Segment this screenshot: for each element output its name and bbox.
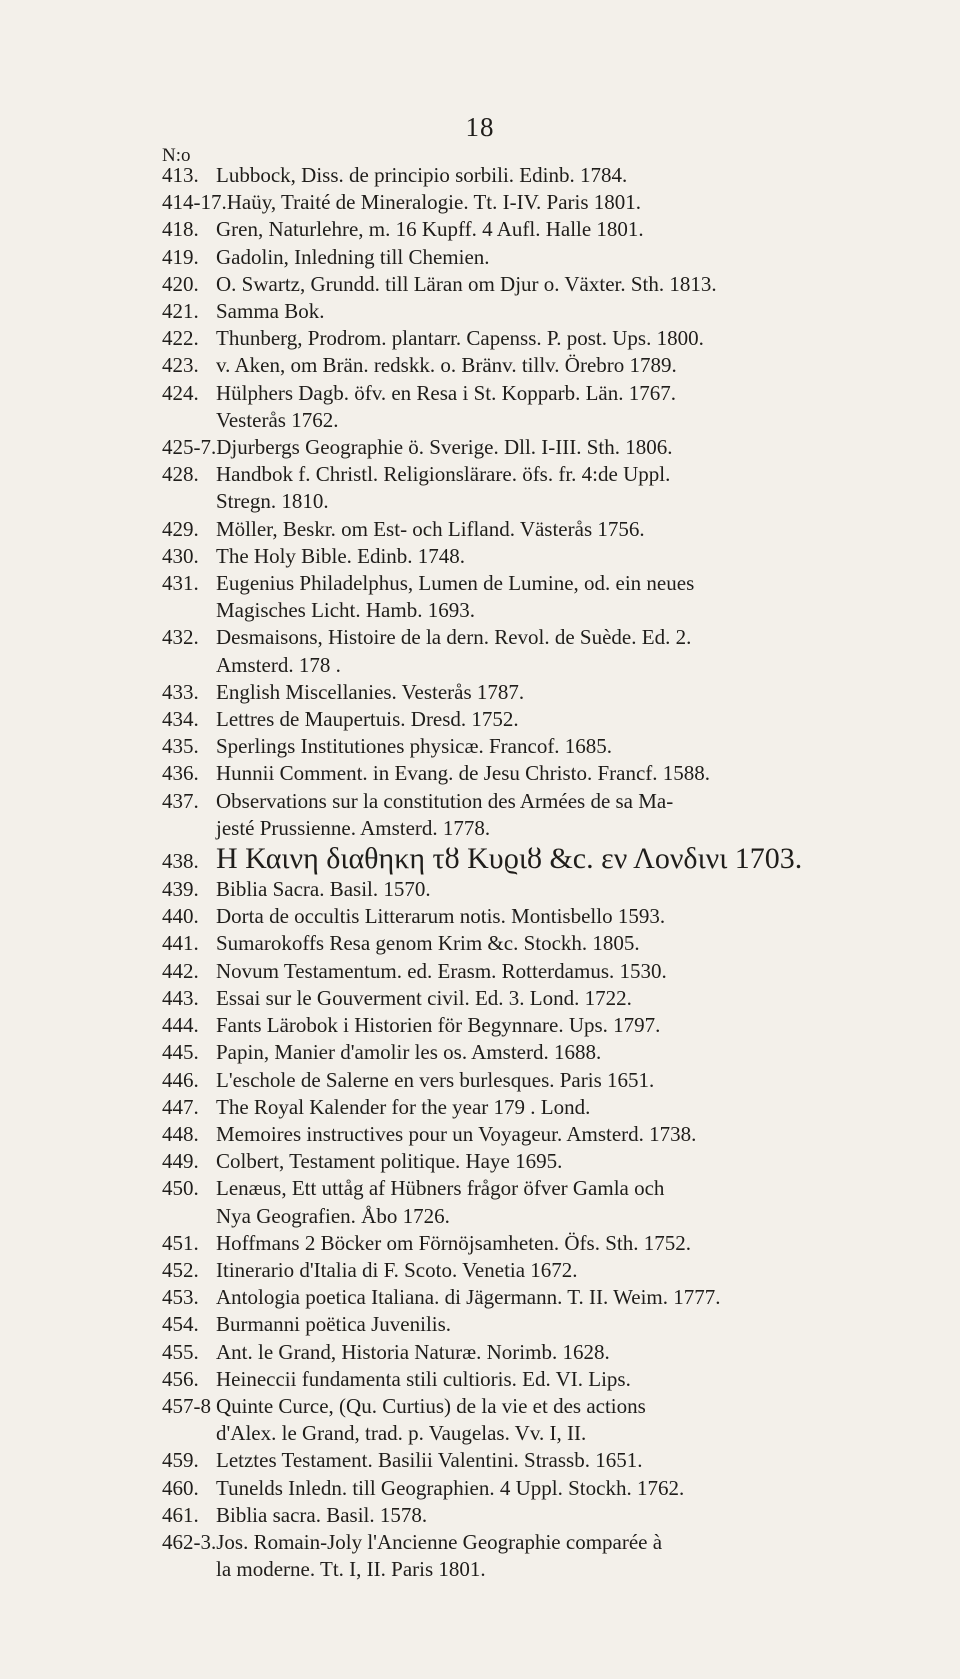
entry-number: 434. bbox=[162, 707, 199, 732]
catalogue-entry bbox=[162, 1556, 922, 1583]
catalogue-entry bbox=[162, 488, 922, 515]
entry-text: Biblia Sacra. Basil. 1570. bbox=[216, 877, 431, 902]
entry-number: 441. bbox=[162, 931, 199, 956]
entry-text: Amsterd. 178 . bbox=[216, 652, 341, 677]
entry-text: Handbok f. Christl. Religionslärare. öfs. fr. 4:de Uppl. bbox=[216, 462, 671, 487]
catalogue-entry bbox=[162, 1502, 922, 1529]
entry-text: Heineccii fundamenta stili cultioris. Ed. VI. Lips. bbox=[216, 1366, 631, 1391]
entry-text: Colbert, Testament politique. Haye 1695. bbox=[216, 1149, 563, 1174]
entry-number: 435. bbox=[162, 734, 199, 759]
catalogue-entry bbox=[162, 788, 922, 815]
entry-number: 440. bbox=[162, 904, 199, 929]
catalogue-entry bbox=[162, 216, 922, 243]
entry-text: Jos. Romain-Joly l'Ancienne Geographie comparée à bbox=[216, 1529, 663, 1554]
entry-text: Desmaisons, Histoire de la dern. Revol. de Suède. Ed. 2. bbox=[216, 625, 692, 650]
entry-number: 449. bbox=[162, 1149, 199, 1174]
page-number: 18 bbox=[465, 112, 495, 142]
entry-text: Itinerario d'Italia di F. Scoto. Venetia 1672. bbox=[216, 1257, 578, 1282]
catalogue-entry bbox=[162, 407, 922, 434]
number-column-header: N:o bbox=[162, 145, 191, 166]
entry-number: 455. bbox=[162, 1339, 199, 1364]
entry-number: 442. bbox=[162, 958, 199, 983]
entry-text: Vesterås 1762. bbox=[216, 407, 339, 432]
catalogue-entry bbox=[162, 1257, 922, 1284]
entry-text: Thunberg, Prodrom. plantarr. Capenss. P. post. Ups. 1800. bbox=[216, 326, 704, 351]
catalogue-entry bbox=[162, 325, 922, 352]
entry-text: Η Καινη διαθηκη τȣ Κυϱιȣ &c. εν Λονδινι 1703. bbox=[216, 842, 803, 876]
entry-number: 413. bbox=[162, 163, 199, 187]
catalogue-entry bbox=[162, 1475, 922, 1502]
entry-number: 444. bbox=[162, 1013, 199, 1038]
catalogue-entry bbox=[162, 679, 922, 706]
catalogue-entry bbox=[162, 1121, 922, 1148]
entry-text: Magisches Licht. Hamb. 1693. bbox=[216, 598, 475, 623]
catalogue-entry bbox=[162, 434, 922, 461]
entry-number: 437. bbox=[162, 788, 199, 813]
catalogue-entry bbox=[162, 597, 922, 624]
catalogue-entry bbox=[162, 461, 922, 488]
entry-number: 459. bbox=[162, 1448, 199, 1473]
entry-text: English Miscellanies. Vesterås 1787. bbox=[216, 679, 525, 704]
entry-number: 446. bbox=[162, 1067, 199, 1092]
entry-text: jesté Prussienne. Amsterd. 1778. bbox=[216, 815, 491, 840]
catalogue-entry bbox=[162, 352, 922, 379]
catalogue-entry bbox=[162, 760, 922, 787]
entry-text: Djurbergs Geographie ö. Sverige. Dll. I-III. Sth. 1806. bbox=[216, 435, 673, 460]
catalogue-entry bbox=[162, 1094, 922, 1121]
catalogue-entry bbox=[162, 189, 922, 216]
catalogue-entry bbox=[162, 733, 922, 760]
entry-number: 447. bbox=[162, 1094, 199, 1119]
entry-text: la moderne. Tt. I, II. Paris 1801. bbox=[216, 1557, 486, 1582]
entry-text: Memoires instructives pour un Voyageur. Amsterd. 1738. bbox=[216, 1121, 697, 1146]
entry-text: Ant. le Grand, Historia Naturæ. Norimb. 1628. bbox=[216, 1339, 610, 1364]
catalogue-entry bbox=[162, 1067, 922, 1094]
catalogue-entry bbox=[162, 1284, 922, 1311]
entry-text: Tunelds Inledn. till Geographien. 4 Uppl. Stockh. 1762. bbox=[216, 1475, 685, 1500]
catalogue-entry bbox=[162, 1039, 922, 1066]
catalogue-entry bbox=[162, 815, 922, 842]
catalogue-entry bbox=[162, 298, 922, 325]
entry-number: 445. bbox=[162, 1040, 199, 1065]
catalogue-entry bbox=[162, 1393, 922, 1420]
entry-number: 443. bbox=[162, 985, 199, 1010]
catalogue-entry bbox=[162, 516, 922, 543]
entry-number: 462-3. bbox=[162, 1529, 217, 1554]
catalogue-entry bbox=[162, 543, 922, 570]
entry-text: Fants Lärobok i Historien för Begynnare. Ups. 1797. bbox=[216, 1013, 661, 1038]
entry-text: Sperlings Institutiones physicæ. Francof. 1685. bbox=[216, 734, 613, 759]
entry-text: v. Aken, om Brän. redskk. o. Bränv. tillv. Örebro 1789. bbox=[216, 353, 677, 378]
catalogue-entry bbox=[162, 271, 922, 298]
entry-number: 429. bbox=[162, 516, 199, 541]
catalogue-entry bbox=[162, 985, 922, 1012]
entry-text: Möller, Beskr. om Est- och Lifland. Västerås 1756. bbox=[216, 516, 645, 541]
catalogue-entry bbox=[162, 244, 922, 271]
entry-text: Lubbock, Diss. de principio sorbili. Edinb. 1784. bbox=[216, 163, 628, 187]
entry-text: Observations sur la constitution des Armées de sa Ma- bbox=[216, 788, 674, 813]
entry-number: 448. bbox=[162, 1121, 199, 1146]
catalogue-entry bbox=[162, 652, 922, 679]
entry-number: 419. bbox=[162, 244, 199, 269]
catalogue-entries bbox=[162, 162, 922, 1583]
entry-number: 451. bbox=[162, 1230, 199, 1255]
entry-text: The Royal Kalender for the year 179 . Lond. bbox=[216, 1094, 591, 1119]
entry-number: 438. bbox=[162, 849, 199, 874]
entry-text: Hülphers Dagb. öfv. en Resa i St. Kopparb. Län. 1767. bbox=[216, 380, 676, 405]
entry-number: 460. bbox=[162, 1475, 199, 1500]
entry-number: 436. bbox=[162, 761, 199, 786]
catalogue-entry bbox=[162, 162, 922, 189]
entry-number: 418. bbox=[162, 217, 199, 242]
catalogue-entry bbox=[162, 1366, 922, 1393]
entry-number: 433. bbox=[162, 679, 199, 704]
entry-text: Letztes Testament. Basilii Valentini. Strassb. 1651. bbox=[216, 1448, 643, 1473]
entry-number: 461. bbox=[162, 1502, 199, 1527]
entry-number: 432. bbox=[162, 625, 199, 650]
entry-text: The Holy Bible. Edinb. 1748. bbox=[216, 543, 466, 568]
entry-text: O. Swartz, Grundd. till Läran om Djur o. Växter. Sth. 1813. bbox=[216, 271, 717, 296]
entry-text: Samma Bok. bbox=[216, 299, 325, 324]
entry-number: 422. bbox=[162, 326, 199, 351]
entry-number: 431. bbox=[162, 571, 199, 596]
catalogue-entry bbox=[162, 842, 922, 876]
catalogue-entry bbox=[162, 1175, 922, 1202]
entry-number: 421. bbox=[162, 299, 199, 324]
entry-number: 428. bbox=[162, 462, 199, 487]
catalogue-entry bbox=[162, 1148, 922, 1175]
catalogue-entry bbox=[162, 706, 922, 733]
entry-number: 423. bbox=[162, 353, 199, 378]
catalogue-entry bbox=[162, 1311, 922, 1338]
catalogue-entry bbox=[162, 1420, 922, 1447]
entry-number: 414-17. bbox=[162, 190, 227, 215]
entry-text: d'Alex. le Grand, trad. p. Vaugelas. Vv. I, II. bbox=[216, 1421, 587, 1446]
entry-text: L'eschole de Salerne en vers burlesques. Paris 1651. bbox=[216, 1067, 655, 1092]
entry-text: Antologia poetica Italiana. di Jägermann. T. II. Weim. 1777. bbox=[216, 1285, 721, 1310]
catalogue-entry bbox=[162, 1339, 922, 1366]
catalogue-entry bbox=[162, 1203, 922, 1230]
catalogue-entry bbox=[162, 1447, 922, 1474]
entry-text: Stregn. 1810. bbox=[216, 489, 329, 514]
catalogue-entry bbox=[162, 570, 922, 597]
entry-text: Gadolin, Inledning till Chemien. bbox=[216, 244, 490, 269]
catalogue-entry bbox=[162, 1230, 922, 1257]
entry-text: Biblia sacra. Basil. 1578. bbox=[216, 1502, 428, 1527]
catalogue-entry bbox=[162, 930, 922, 957]
entry-number: 425-7. bbox=[162, 435, 217, 460]
entry-text: Eugenius Philadelphus, Lumen de Lumine, od. ein neues bbox=[216, 571, 695, 596]
entry-number: 456. bbox=[162, 1366, 199, 1391]
entry-number: 454. bbox=[162, 1312, 199, 1337]
catalogue-entry bbox=[162, 876, 922, 903]
catalogue-entry bbox=[162, 380, 922, 407]
entry-text: Sumarokoffs Resa genom Krim &c. Stockh. 1805. bbox=[216, 931, 640, 956]
entry-text: Burmanni poëtica Juvenilis. bbox=[216, 1312, 452, 1337]
entry-number: 424. bbox=[162, 380, 199, 405]
entry-number: 430. bbox=[162, 543, 199, 568]
entry-text: Lettres de Maupertuis. Dresd. 1752. bbox=[216, 707, 519, 732]
entry-text: Lenæus, Ett uttåg af Hübners frågor öfver Gamla och bbox=[216, 1176, 665, 1201]
entry-text: Quinte Curce, (Qu. Curtius) de la vie et des actions bbox=[216, 1393, 646, 1418]
entry-number: 452. bbox=[162, 1257, 199, 1282]
entry-number: 450. bbox=[162, 1176, 199, 1201]
entry-number: 420. bbox=[162, 271, 199, 296]
entry-text: Papin, Manier d'amolir les os. Amsterd. 1688. bbox=[216, 1040, 602, 1065]
entry-number: 457-8 bbox=[162, 1393, 211, 1418]
catalogue-entry bbox=[162, 903, 922, 930]
catalogue-entry bbox=[162, 1529, 922, 1556]
entry-text: Novum Testamentum. ed. Erasm. Rotterdamus. 1530. bbox=[216, 958, 667, 983]
entry-text: Hunnii Comment. in Evang. de Jesu Christo. Francf. 1588. bbox=[216, 761, 711, 786]
entry-text: Essai sur le Gouverment civil. Ed. 3. Lond. 1722. bbox=[216, 985, 632, 1010]
entry-text: Hoffmans 2 Böcker om Förnöjsamheten. Öfs. Sth. 1752. bbox=[216, 1230, 691, 1255]
entry-number: 453. bbox=[162, 1285, 199, 1310]
entry-text: Haüy, Traité de Mineralogie. Tt. I-IV. Paris 1801. bbox=[226, 190, 642, 215]
entry-text: Nya Geografien. Åbo 1726. bbox=[216, 1203, 450, 1228]
catalogue-entry bbox=[162, 958, 922, 985]
catalogue-entry bbox=[162, 624, 922, 651]
entry-number: 439. bbox=[162, 877, 199, 902]
catalogue-entry bbox=[162, 1012, 922, 1039]
entry-text: Gren, Naturlehre, m. 16 Kupff. 4 Aufl. Halle 1801. bbox=[216, 217, 644, 242]
entry-text: Dorta de occultis Litterarum notis. Montisbello 1593. bbox=[216, 904, 666, 929]
